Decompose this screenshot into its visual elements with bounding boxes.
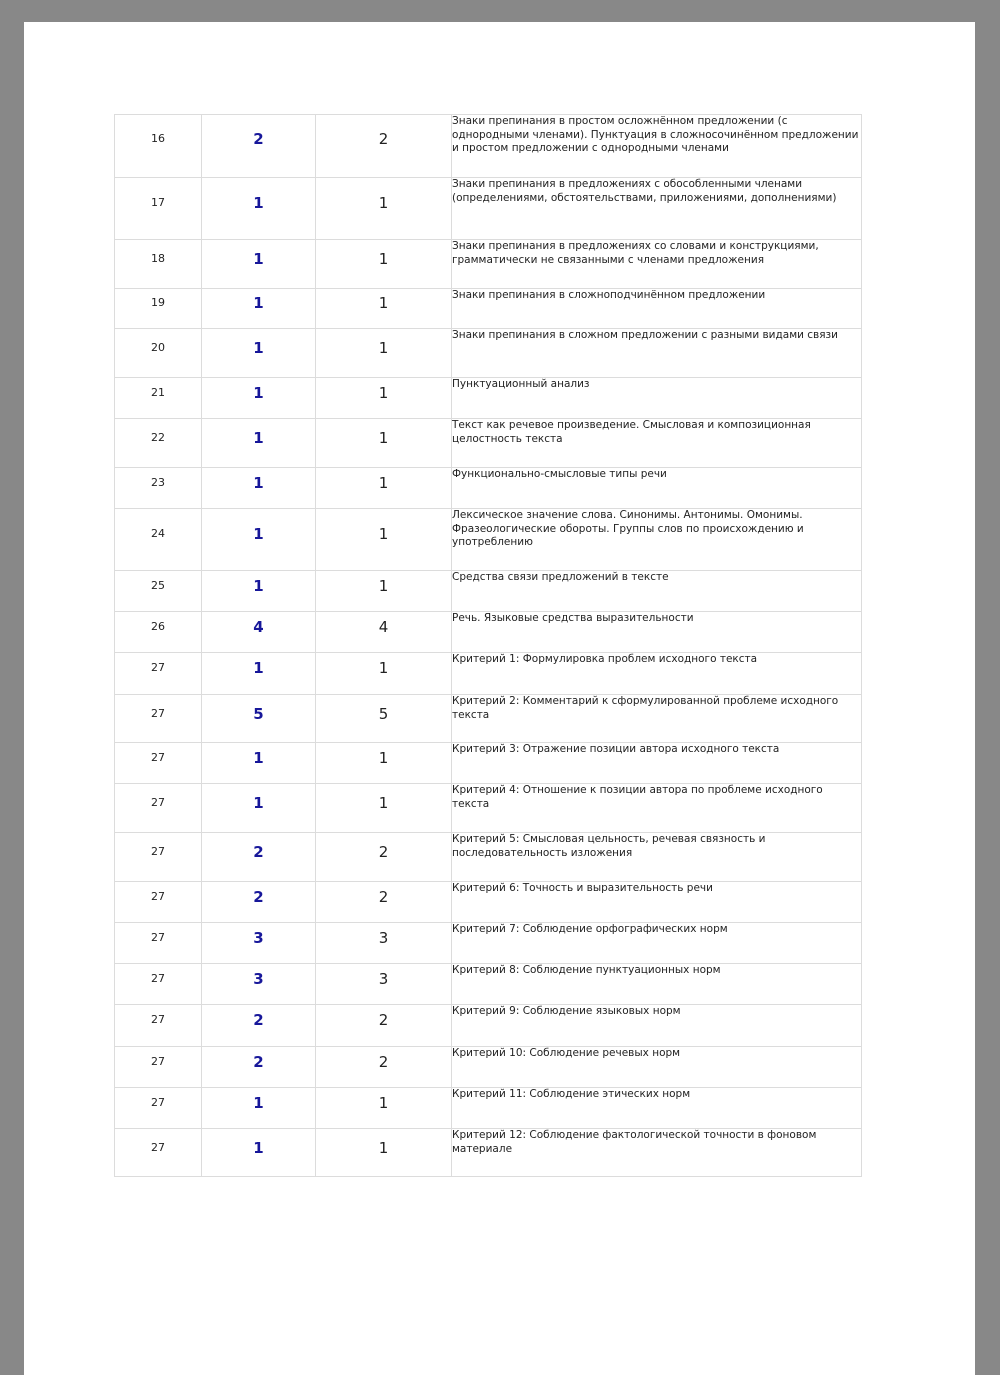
earned-score-cell [202, 743, 316, 784]
task-description-cell [452, 378, 862, 419]
task-number: 24 [151, 527, 165, 540]
earned-score-cell [202, 653, 316, 695]
task-number: 27 [151, 796, 165, 809]
task-description: Критерий 10: Соблюдение речевых норм [452, 1047, 681, 1059]
table-row [115, 784, 862, 833]
task-description-cell [452, 240, 862, 289]
max-score-cell [316, 1047, 452, 1088]
table-row [115, 378, 862, 419]
task-description: Критерий 7: Соблюдение орфографических норм [452, 923, 728, 935]
task-description-cell [452, 923, 862, 964]
earned-score-cell [202, 178, 316, 240]
table-row [115, 115, 862, 178]
task-number: 19 [151, 296, 165, 309]
task-description: Критерий 6: Точность и выразительность речи [452, 882, 713, 894]
earned-score-cell [202, 923, 316, 964]
task-description-cell [452, 833, 862, 882]
task-description-cell [452, 695, 862, 743]
task-number-cell [115, 833, 202, 882]
task-number-cell [115, 571, 202, 612]
max-score-cell [316, 1005, 452, 1047]
max-score: 1 [378, 294, 389, 312]
max-score: 1 [378, 1094, 389, 1112]
earned-score: 1 [253, 577, 264, 595]
task-number-cell [115, 289, 202, 329]
task-number-cell [115, 509, 202, 571]
task-number: 27 [151, 707, 165, 720]
earned-score-cell [202, 833, 316, 882]
table-row [115, 964, 862, 1005]
max-score-cell [316, 653, 452, 695]
table-row [115, 419, 862, 468]
max-score-cell [316, 743, 452, 784]
task-description: Критерий 9: Соблюдение языковых норм [452, 1005, 681, 1017]
table-row [115, 468, 862, 509]
task-number: 21 [151, 386, 165, 399]
max-score: 2 [378, 888, 389, 906]
task-description-cell [452, 784, 862, 833]
task-number-cell [115, 1129, 202, 1177]
task-description-cell [452, 115, 862, 178]
max-score-cell [316, 833, 452, 882]
max-score: 4 [378, 618, 389, 636]
task-number-cell [115, 1005, 202, 1047]
task-number: 27 [151, 845, 165, 858]
max-score-cell [316, 964, 452, 1005]
task-number-cell [115, 178, 202, 240]
task-number: 20 [151, 341, 165, 354]
task-description: Критерий 12: Соблюдение фактологической точности в фоновом материале [452, 1129, 817, 1155]
task-number-cell [115, 329, 202, 378]
task-number-cell [115, 743, 202, 784]
max-score-cell [316, 571, 452, 612]
earned-score-cell [202, 1088, 316, 1129]
task-number: 27 [151, 890, 165, 903]
task-description: Знаки препинания в предложениях с обособленными членами (определениями, обстоятельствами, приложениями, дополнениями) [452, 178, 837, 204]
task-number: 25 [151, 579, 165, 592]
task-number: 27 [151, 1096, 165, 1109]
earned-score: 3 [253, 929, 264, 947]
max-score: 2 [378, 130, 389, 148]
earned-score-cell [202, 1005, 316, 1047]
earned-score-cell [202, 695, 316, 743]
earned-score: 3 [253, 970, 264, 988]
max-score: 2 [378, 1053, 389, 1071]
earned-score: 1 [253, 429, 264, 447]
max-score-cell [316, 1129, 452, 1177]
earned-score-cell [202, 964, 316, 1005]
max-score-cell [316, 115, 452, 178]
task-number-cell [115, 612, 202, 653]
max-score-cell [316, 329, 452, 378]
document-page [24, 22, 975, 1375]
table-row [115, 1129, 862, 1177]
task-description-cell [452, 1005, 862, 1047]
max-score-cell [316, 378, 452, 419]
table-row [115, 1088, 862, 1129]
earned-score: 1 [253, 659, 264, 677]
task-number-cell [115, 468, 202, 509]
task-description-cell [452, 1129, 862, 1177]
task-number: 16 [151, 132, 165, 145]
task-number-cell [115, 240, 202, 289]
task-number: 22 [151, 431, 165, 444]
table-row [115, 329, 862, 378]
task-description-cell [452, 571, 862, 612]
table-row [115, 240, 862, 289]
max-score-cell [316, 178, 452, 240]
max-score: 1 [378, 1139, 389, 1157]
earned-score-cell [202, 378, 316, 419]
task-number: 26 [151, 620, 165, 633]
max-score: 1 [378, 339, 389, 357]
table-row [115, 178, 862, 240]
max-score: 1 [378, 250, 389, 268]
task-description-cell [452, 1047, 862, 1088]
task-number-cell [115, 964, 202, 1005]
task-description-cell [452, 178, 862, 240]
earned-score: 5 [253, 705, 264, 723]
earned-score: 4 [253, 618, 264, 636]
max-score: 1 [378, 577, 389, 595]
task-description: Критерий 4: Отношение к позиции автора по проблеме исходного текста [452, 784, 823, 810]
max-score: 5 [378, 705, 389, 723]
max-score-cell [316, 240, 452, 289]
earned-score-cell [202, 240, 316, 289]
task-description: Критерий 11: Соблюдение этических норм [452, 1088, 691, 1100]
task-description: Текст как речевое произведение. Смысловая и композиционная целостность текста [452, 419, 811, 445]
earned-score: 1 [253, 525, 264, 543]
task-description-cell [452, 419, 862, 468]
task-number: 27 [151, 931, 165, 944]
max-score-cell [316, 784, 452, 833]
task-number: 27 [151, 972, 165, 985]
task-number-cell [115, 695, 202, 743]
table-row [115, 1005, 862, 1047]
earned-score-cell [202, 509, 316, 571]
earned-score-cell [202, 1129, 316, 1177]
max-score-cell [316, 509, 452, 571]
earned-score: 2 [253, 843, 264, 861]
task-number: 27 [151, 751, 165, 764]
max-score-cell [316, 419, 452, 468]
task-description: Критерий 3: Отражение позиции автора исходного текста [452, 743, 780, 755]
earned-score: 2 [253, 888, 264, 906]
task-description: Критерий 2: Комментарий к сформулированной проблеме исходного текста [452, 695, 839, 721]
max-score: 1 [378, 384, 389, 402]
earned-score: 2 [253, 1053, 264, 1071]
task-description: Критерий 5: Смысловая цельность, речевая связность и последовательность изложения [452, 833, 766, 859]
task-number: 23 [151, 476, 165, 489]
task-description-cell [452, 329, 862, 378]
max-score-cell [316, 612, 452, 653]
task-description-cell [452, 289, 862, 329]
table-row [115, 612, 862, 653]
task-description: Знаки препинания в сложноподчинённом предложении [452, 289, 766, 301]
task-description-cell [452, 743, 862, 784]
task-number-cell [115, 784, 202, 833]
earned-score-cell [202, 419, 316, 468]
results-table [114, 114, 862, 1177]
earned-score: 1 [253, 1139, 264, 1157]
earned-score-cell [202, 571, 316, 612]
task-description: Критерий 8: Соблюдение пунктуационных норм [452, 964, 721, 976]
table-row [115, 289, 862, 329]
max-score: 3 [378, 929, 389, 947]
task-description: Пунктуационный анализ [452, 378, 590, 390]
max-score-cell [316, 468, 452, 509]
task-number-cell [115, 419, 202, 468]
earned-score-cell [202, 612, 316, 653]
task-number: 17 [151, 196, 165, 209]
task-description: Знаки препинания в простом осложнённом предложении (с однородными членами). Пунктуация в сложносочинённом предложении и простом предложении с однородными членами [452, 115, 859, 154]
earned-score: 1 [253, 474, 264, 492]
max-score-cell [316, 1088, 452, 1129]
task-number-cell [115, 653, 202, 695]
earned-score-cell [202, 329, 316, 378]
table-row [115, 571, 862, 612]
task-number-cell [115, 882, 202, 923]
max-score: 1 [378, 794, 389, 812]
task-description-cell [452, 653, 862, 695]
table-row [115, 882, 862, 923]
max-score-cell [316, 695, 452, 743]
task-description-cell [452, 964, 862, 1005]
max-score-cell [316, 289, 452, 329]
task-description: Речь. Языковые средства выразительности [452, 612, 694, 624]
table-row [115, 653, 862, 695]
task-description: Средства связи предложений в тексте [452, 571, 669, 583]
max-score: 3 [378, 970, 389, 988]
earned-score: 2 [253, 1011, 264, 1029]
table-row [115, 923, 862, 964]
earned-score: 1 [253, 250, 264, 268]
max-score: 2 [378, 1011, 389, 1029]
task-description: Лексическое значение слова. Синонимы. Антонимы. Омонимы. Фразеологические обороты. Группы слов по происхождению и употреблению [452, 509, 804, 548]
task-description-cell [452, 468, 862, 509]
table-row [115, 833, 862, 882]
task-description: Знаки препинания в предложениях со словами и конструкциями, грамматически не связанными с членами предложения [452, 240, 819, 266]
task-number-cell [115, 115, 202, 178]
earned-score-cell [202, 115, 316, 178]
earned-score-cell [202, 1047, 316, 1088]
task-description-cell [452, 1088, 862, 1129]
earned-score-cell [202, 784, 316, 833]
results-table-body [115, 115, 862, 1177]
earned-score-cell [202, 882, 316, 923]
task-number: 27 [151, 661, 165, 674]
max-score: 1 [378, 474, 389, 492]
task-number-cell [115, 378, 202, 419]
task-number: 27 [151, 1055, 165, 1068]
table-row [115, 743, 862, 784]
earned-score: 1 [253, 384, 264, 402]
task-number-cell [115, 1088, 202, 1129]
earned-score: 1 [253, 339, 264, 357]
max-score: 2 [378, 843, 389, 861]
task-description-cell [452, 509, 862, 571]
task-description: Критерий 1: Формулировка проблем исходного текста [452, 653, 758, 665]
max-score: 1 [378, 659, 389, 677]
task-description-cell [452, 882, 862, 923]
task-number-cell [115, 923, 202, 964]
max-score-cell [316, 882, 452, 923]
max-score: 1 [378, 525, 389, 543]
table-row [115, 1047, 862, 1088]
earned-score: 1 [253, 749, 264, 767]
task-description: Функционально-смысловые типы речи [452, 468, 667, 480]
max-score: 1 [378, 194, 389, 212]
task-number: 27 [151, 1013, 165, 1026]
max-score: 1 [378, 429, 389, 447]
task-number-cell [115, 1047, 202, 1088]
task-number: 18 [151, 252, 165, 265]
earned-score: 1 [253, 794, 264, 812]
earned-score-cell [202, 468, 316, 509]
max-score: 1 [378, 749, 389, 767]
task-description-cell [452, 612, 862, 653]
earned-score: 1 [253, 294, 264, 312]
table-row [115, 695, 862, 743]
earned-score: 2 [253, 130, 264, 148]
task-description: Знаки препинания в сложном предложении с разными видами связи [452, 329, 838, 341]
task-number: 27 [151, 1141, 165, 1154]
table-row [115, 509, 862, 571]
max-score-cell [316, 923, 452, 964]
earned-score: 1 [253, 1094, 264, 1112]
earned-score: 1 [253, 194, 264, 212]
earned-score-cell [202, 289, 316, 329]
